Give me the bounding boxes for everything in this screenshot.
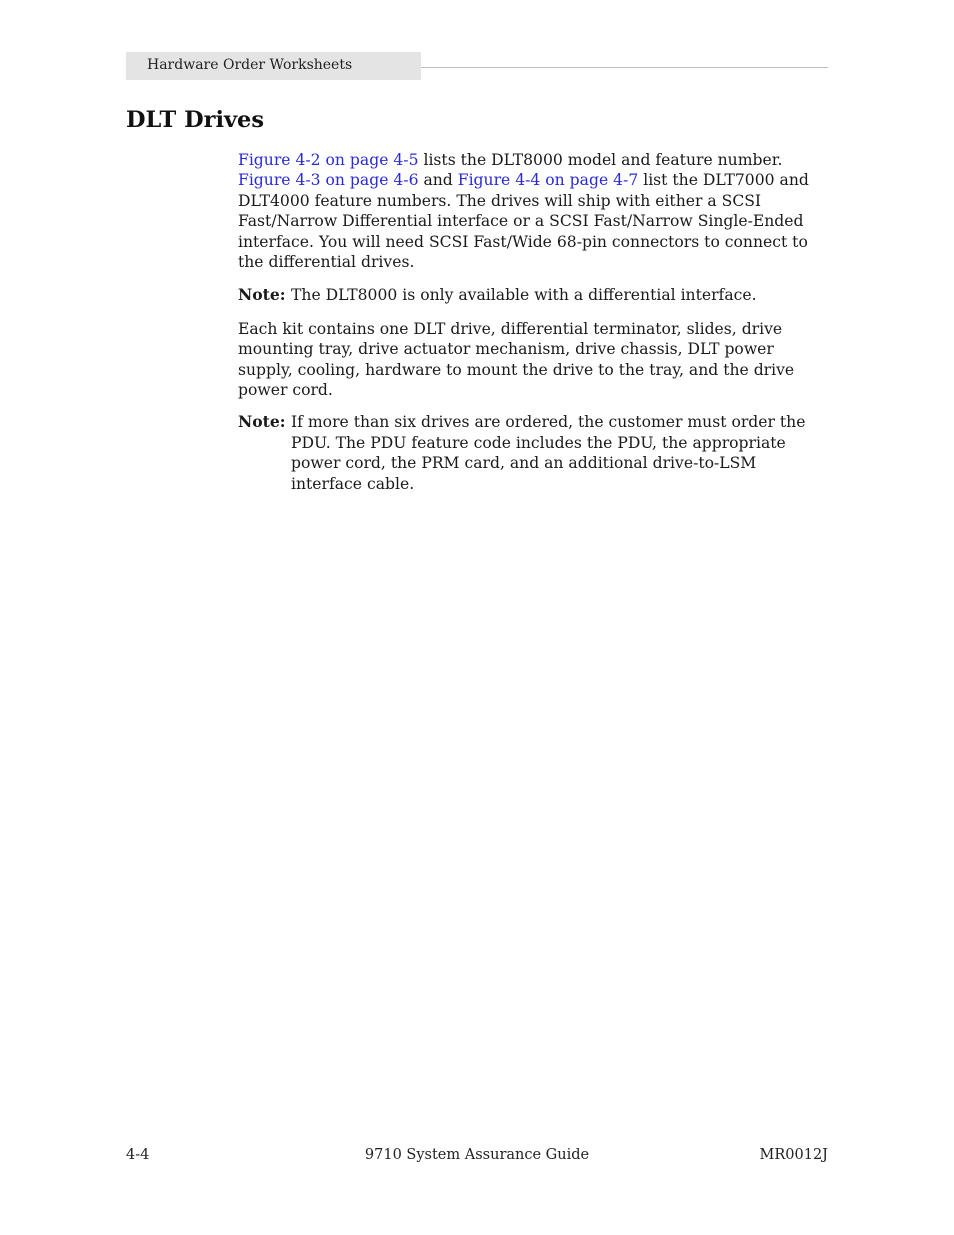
intro-text-3: list the DLT7000 and DLT4000 feature numbers. The drives will ship with either a SCSI Fast/Narrow Differential interface or a SCSI Fast/Narrow Single-Ended interface. You will need SCSI Fast/Wide 68-pin connectors to connect to the differential drives. bbox=[238, 171, 809, 272]
note-label: Note: bbox=[238, 412, 286, 432]
footer-page-number: 4-4 bbox=[126, 1147, 150, 1163]
intro-text-2: and bbox=[418, 171, 458, 190]
intro-paragraph bbox=[238, 150, 830, 272]
figure-4-4-link[interactable]: Figure 4-4 on page 4-7 bbox=[457, 171, 639, 190]
footer-doc-code: MR0012J bbox=[759, 1147, 828, 1163]
intro-text-1: lists the DLT8000 model and feature number. bbox=[418, 151, 783, 169]
figure-4-2-link[interactable]: Figure 4-2 on page 4-5 bbox=[238, 151, 419, 169]
note-text: The DLT8000 is only available with a differential interface. bbox=[291, 286, 757, 305]
header-rule bbox=[421, 67, 828, 68]
note-pdu bbox=[238, 412, 830, 494]
note-differential bbox=[238, 285, 830, 305]
body-content bbox=[238, 150, 830, 494]
note-label: Note: bbox=[238, 285, 286, 305]
running-header bbox=[126, 52, 421, 80]
kit-contents-paragraph: Each kit contains one DLT drive, differential terminator, slides, drive mounting tray, drive actuator mechanism, drive chassis, DLT power supply, cooling, hardware to mount the drive to the tray, and the drive power cord. bbox=[238, 319, 795, 400]
section-title: DLT Drives bbox=[126, 107, 265, 133]
header-section-label: Hardware Order Worksheets bbox=[147, 57, 353, 73]
figure-4-3-link[interactable]: Figure 4-3 on page 4-6 bbox=[238, 171, 419, 190]
note-text: If more than six drives are ordered, the customer must order the PDU. The PDU feature code includes the PDU, the appropriate power cord, the PRM card, and an additional drive-to-LSM interface cable. bbox=[291, 413, 806, 493]
footer-doc-title: 9710 System Assurance Guide bbox=[364, 1147, 590, 1163]
